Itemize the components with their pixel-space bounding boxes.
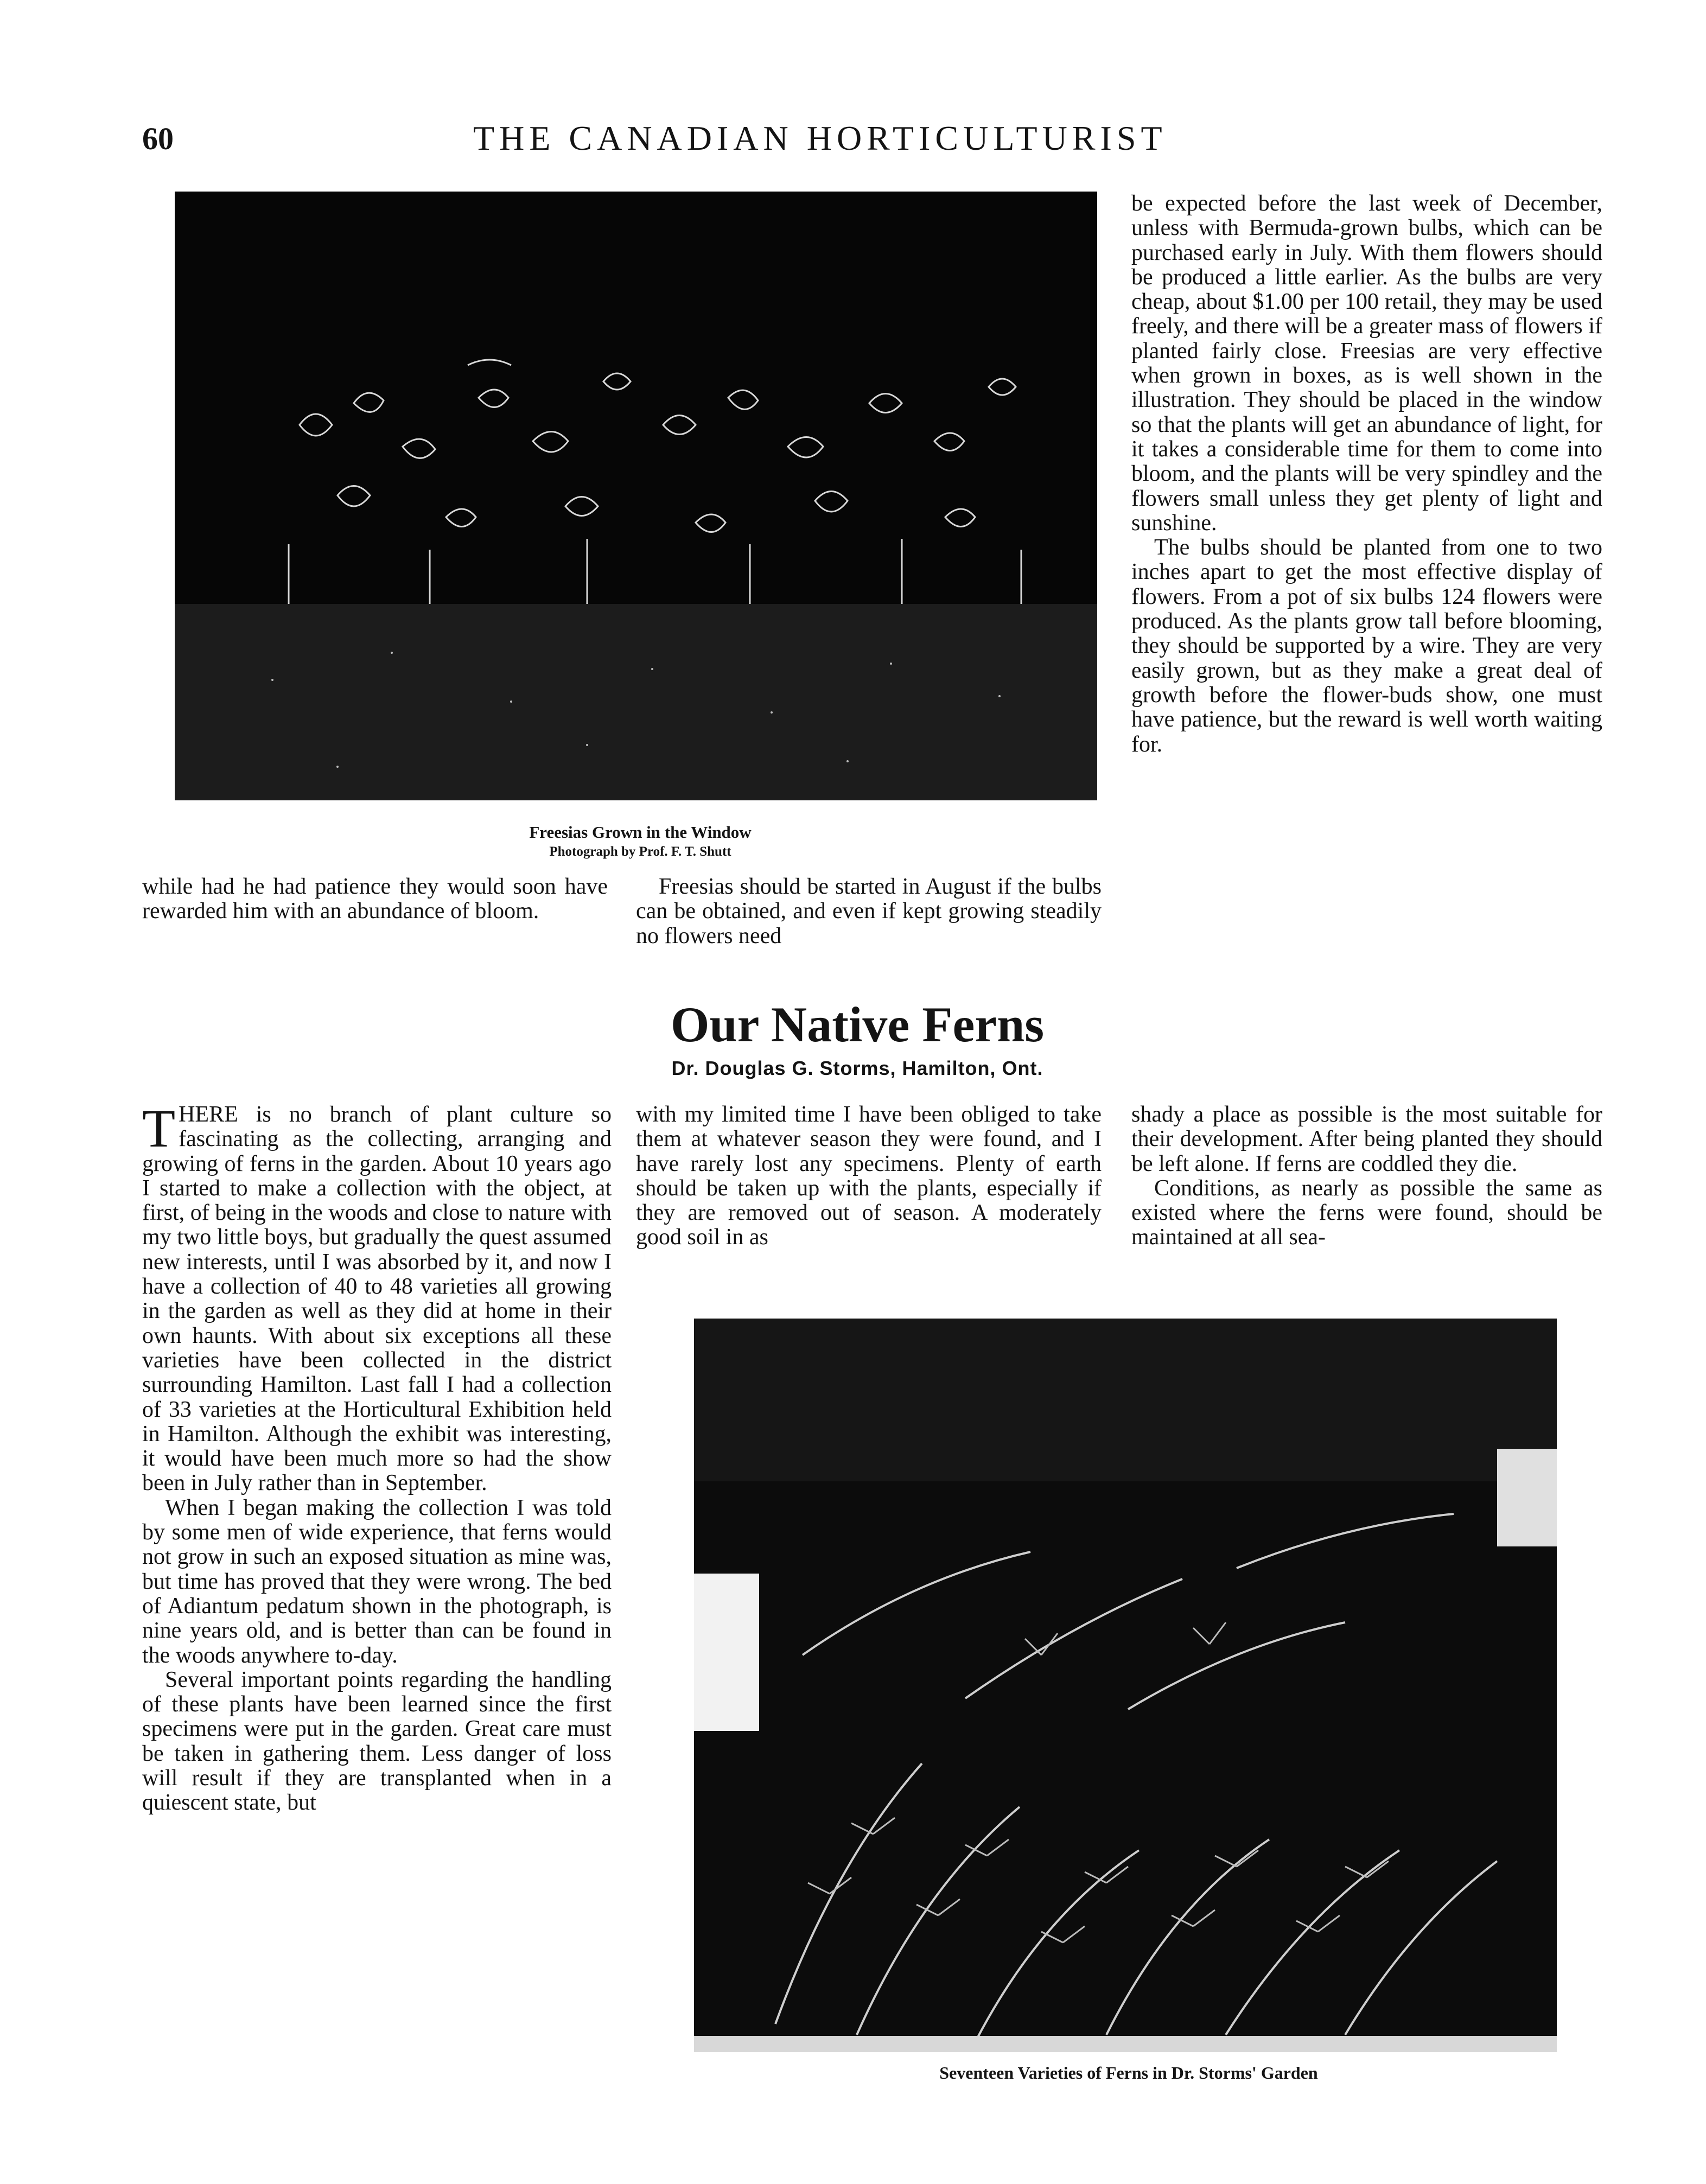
paragraph: shady a place as possible is the most suitable for their development. After being planted they should be left alone. If ferns are coddled they die. — [1131, 1102, 1602, 1176]
paragraph: be expected before the last week of December, unless with Bermuda-grown bulbs, which can be purchased early in July. With them flowers should be produced a little earlier. As the bulbs are very cheap, about $1.00 per 100 retail, they may be used freely, and there will be a greater mass of flowers if planted fairly close. Freesias are very effective when grown in boxes, as is well shown in the illustration. They should be placed in the window so that the plants will get an abundance of light, for it takes a considerable time for them to come into bloom, and the plants will be very spindley and the flowers small unless they get plenty of light and sunshine. — [1131, 191, 1602, 536]
paragraph: Freesias should be started in August if the bulbs can be obtained, and even if kept growing steadily no flowers need — [636, 874, 1102, 948]
freesia-article-left-column — [142, 875, 608, 924]
page-number: 60 — [142, 121, 174, 156]
drop-cap: T — [142, 1098, 176, 1158]
freesias-photo — [175, 192, 1097, 800]
paragraph: with my limited time I have been obliged to take them at whatever season they were found, and I have rarely lost any specimens. Plenty of earth should be taken up with the plants, especially if they are removed out of season. A moderately good soil in as — [636, 1102, 1102, 1250]
figure-2-caption: Seventeen Varieties of Ferns in Dr. Storms' Garden — [939, 2063, 1318, 2083]
freesia-article-middle-column — [636, 875, 1102, 948]
paragraph-text: HERE is no branch of plant culture so fascinating as the collecting, arranging and growing of ferns in the garden. About 10 years ago I started to make a collection with the object, at first, of being in the woods and close to nature with my two little boys, but gradually the quest assumed new interests, until I was absorbed by it, and now I have a collection of 40 to 48 varieties all growing in the garden as well as they did at home in their own haunts. With about six exceptions all these varieties have been collected in the district surrounding Hamilton. Last fall I had a collection of 33 varieties at the Horticultural Exhibition held in Hamilton. Although the exhibit was interesting, it would have been much more so had the show been in July rather than in September. — [142, 1102, 612, 1496]
freesia-article-right-column — [1131, 192, 1602, 757]
article-title: Our Native Ferns — [670, 997, 1045, 1052]
running-header — [142, 120, 1271, 169]
ferns-article-right-column — [1131, 1103, 1602, 1250]
figure-1-credit: Photograph by Prof. F. T. Shutt — [549, 844, 731, 859]
paragraph — [142, 1098, 612, 1496]
paragraph: while had he had patience they would soon have rewarded him with an abundance of bloom. — [142, 874, 608, 924]
figure-1-caption: Freesias Grown in the Window — [529, 823, 752, 842]
article-byline: Dr. Douglas G. Storms, Hamilton, Ont. — [671, 1057, 1043, 1079]
ferns-article-left-column — [142, 1098, 612, 1816]
paragraph: Conditions, as nearly as possible the same as existed where the ferns were found, should be maintained at all sea- — [1131, 1175, 1602, 1250]
ferns-article-middle-column — [636, 1103, 1102, 1250]
paragraph: The bulbs should be planted from one to two inches apart to get the most effective display of flowers. From a pot of six bulbs 124 flowers were produced. As the plants grow tall before blooming, they should be supported by a wire. They are very easily grown, but as they make a great deal of growth before the flower-buds show, one must have patience, but the reward is well worth waiting for. — [1131, 535, 1602, 757]
paragraph: Several important points regarding the handling of these plants have been learned since the first specimens were put in the garden. Great care must be taken in gathering them. Less danger of loss will result if they are transplanted when in a quiescent state, but — [142, 1667, 612, 1816]
paragraph: When I began making the collection I was told by some men of wide experience, that ferns would not grow in such an exposed situation as mine was, but time has proved that they were wrong. The bed of Adiantum pedatum shown in the photograph, is nine years old, and is better than can be found in the woods anywhere to-day. — [142, 1495, 612, 1668]
ferns-photo — [694, 1319, 1557, 2052]
publication-title: THE CANADIAN HORTICULTURIST — [473, 119, 1167, 157]
